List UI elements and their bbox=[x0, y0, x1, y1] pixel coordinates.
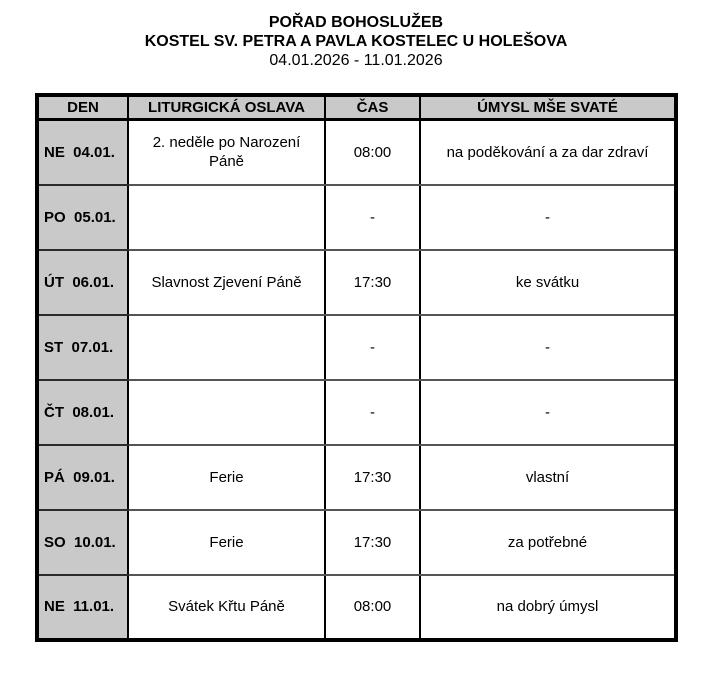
time-cell: 17:30 bbox=[325, 250, 420, 315]
time-cell: - bbox=[325, 315, 420, 380]
intention-cell: na dobrý úmysl bbox=[420, 575, 676, 640]
page-title: POŘAD BOHOSLUŽEB bbox=[268, 14, 444, 31]
day-cell: SO 10.01. bbox=[37, 510, 128, 575]
table-header-row bbox=[37, 95, 676, 120]
time-cell: 17:30 bbox=[325, 445, 420, 510]
celebration-cell bbox=[128, 185, 325, 250]
table-row bbox=[37, 315, 676, 380]
intention-cell: za potřebné bbox=[420, 510, 676, 575]
intention-cell: vlastní bbox=[420, 445, 676, 510]
intention-cell: - bbox=[420, 185, 676, 250]
day-cell: ST 07.01. bbox=[37, 315, 128, 380]
column-header-time: ČAS bbox=[325, 95, 420, 120]
date-range: 04.01.2026 - 11.01.2026 bbox=[269, 52, 443, 69]
day-cell: PO 05.01. bbox=[37, 185, 128, 250]
page-header bbox=[0, 0, 712, 70]
time-cell: 17:30 bbox=[325, 510, 420, 575]
intention-cell: na poděkování a za dar zdraví bbox=[420, 120, 676, 185]
time-cell: 08:00 bbox=[325, 120, 420, 185]
day-cell: PÁ 09.01. bbox=[37, 445, 128, 510]
table-row bbox=[37, 380, 676, 445]
celebration-cell: Ferie bbox=[128, 445, 325, 510]
column-header-intention: ÚMYSL MŠE SVATÉ bbox=[420, 95, 676, 120]
time-cell: - bbox=[325, 185, 420, 250]
church-name: KOSTEL SV. PETRA A PAVLA KOSTELEC U HOLEŠOVA bbox=[144, 33, 568, 50]
schedule-table bbox=[35, 93, 678, 642]
celebration-cell: Svátek Křtu Páně bbox=[128, 575, 325, 640]
column-header-celebration: LITURGICKÁ OSLAVA bbox=[128, 95, 325, 120]
celebration-cell: Ferie bbox=[128, 510, 325, 575]
time-cell: - bbox=[325, 380, 420, 445]
day-cell: ČT 08.01. bbox=[37, 380, 128, 445]
time-cell: 08:00 bbox=[325, 575, 420, 640]
celebration-cell bbox=[128, 315, 325, 380]
day-cell: NE 04.01. bbox=[37, 120, 128, 185]
table-row bbox=[37, 510, 676, 575]
table-row bbox=[37, 120, 676, 185]
intention-cell: - bbox=[420, 380, 676, 445]
intention-cell: ke svátku bbox=[420, 250, 676, 315]
column-header-day: DEN bbox=[37, 95, 128, 120]
intention-cell: - bbox=[420, 315, 676, 380]
table-row bbox=[37, 445, 676, 510]
celebration-cell bbox=[128, 380, 325, 445]
day-cell: ÚT 06.01. bbox=[37, 250, 128, 315]
day-cell: NE 11.01. bbox=[37, 575, 128, 640]
table-row bbox=[37, 250, 676, 315]
celebration-cell: Slavnost Zjevení Páně bbox=[128, 250, 325, 315]
table-row bbox=[37, 185, 676, 250]
celebration-cell: 2. neděle po Narození Páně bbox=[128, 120, 325, 185]
table-row bbox=[37, 575, 676, 640]
